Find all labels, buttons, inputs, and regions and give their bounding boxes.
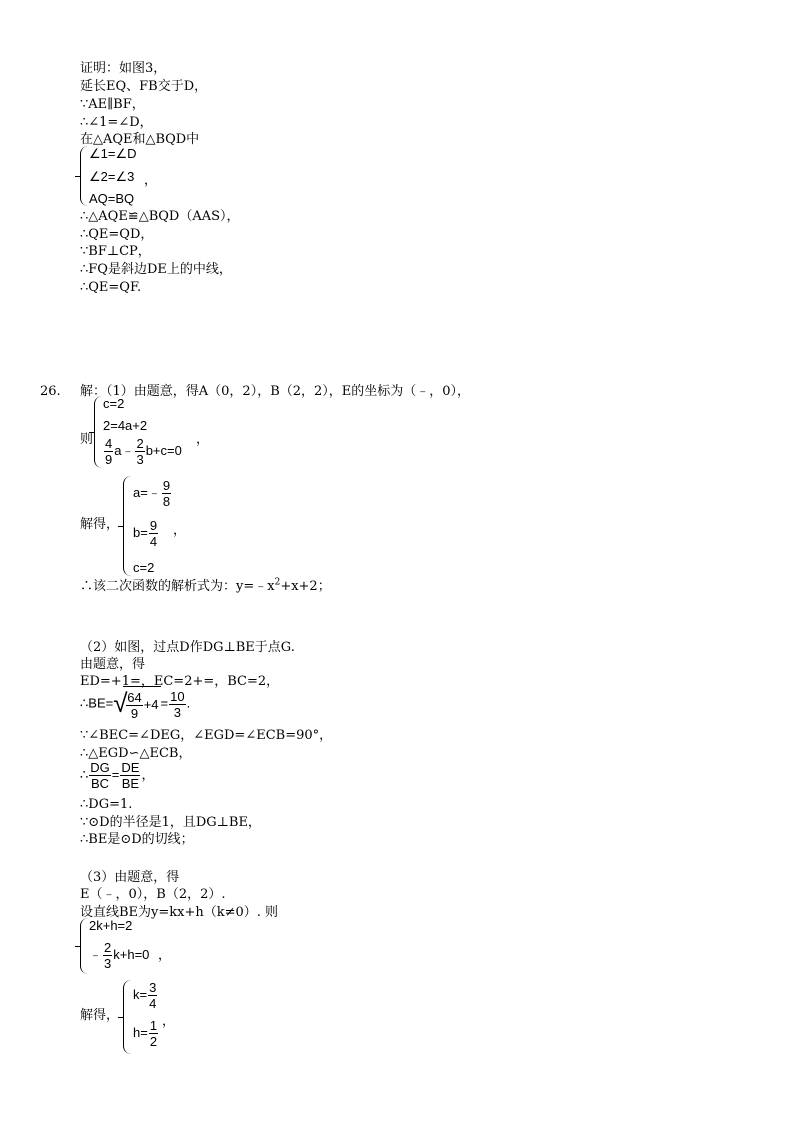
proof-line-4: ∴∠1=∠D， xyxy=(80,115,153,130)
sys2-c: c=2 xyxy=(133,560,155,575)
proof-concl-4: ∴FQ是斜边DE上的中线， xyxy=(80,262,232,277)
system-1 xyxy=(94,396,214,468)
fraction: $\frac{9}{8}$ xyxy=(162,478,171,509)
fraction: $\frac{9}{4}$ xyxy=(149,518,158,549)
sys2-tail: ， xyxy=(173,522,187,537)
system-eq-1: ∠1=∠D xyxy=(89,146,137,161)
part2-line-3: ED=+1=，EC=2+=，BC=2， xyxy=(80,674,280,689)
system-3 xyxy=(80,918,200,974)
proof-concl-5: ∴QE=QF. xyxy=(80,280,142,295)
part2-line-6: ∴△EGD∽△ECB， xyxy=(80,746,192,761)
brace xyxy=(80,918,89,974)
q26-then: 则 xyxy=(80,432,94,447)
part2-line-10: ∴BE是⊙D的切线； xyxy=(80,832,194,847)
part2-line-9: ∵⊙D的半径是1，且DG⊥BE， xyxy=(80,815,261,830)
proof-line-5: 在△AQE和△BQD中 xyxy=(80,132,200,147)
proof-line-3: ∵AE∥BF， xyxy=(80,97,145,112)
sys4-h: h= $\frac{1}{2}$ xyxy=(133,1018,158,1049)
system-tail: ， xyxy=(144,172,158,187)
sys2-a: a=﹣ $\frac{9}{8}$ xyxy=(133,478,171,509)
proof-line-2: 延长EQ、FB交于D， xyxy=(80,79,208,94)
proof-system xyxy=(80,146,200,206)
proof-line-1: 证明：如图3， xyxy=(80,61,167,76)
q26-intro: 解：（1）由题意，得A（0，2），B（2，2），E的坐标为（﹣，0）， xyxy=(80,384,471,399)
sys1-eq3: $\frac{4}{9}$ a﹣ $\frac{2}{3}$ b+c=0 xyxy=(105,436,182,467)
system-eq-2: ∠2=∠3 xyxy=(89,169,135,184)
system-eq-3: AQ=BQ xyxy=(89,191,135,206)
part2-line-8: ∴DG=1. xyxy=(80,797,133,812)
part3-line-1: （3）由题意，得 xyxy=(80,870,180,885)
part3-solved-label: 解得， xyxy=(80,1008,120,1023)
question-number: 26. xyxy=(40,384,61,399)
proof-concl-3: ∵BF⊥CP， xyxy=(80,244,151,259)
fraction: $\frac{1}{2}$ xyxy=(149,1018,158,1049)
proof-concl-1: ∴△AQE≌△BQD（AAS）， xyxy=(80,209,240,224)
part2-ratio: ∴ $\frac{DG}{BC}$ = $\frac{DE}{BE}$ ， xyxy=(80,760,155,792)
sys1-tail: ， xyxy=(196,431,210,446)
fraction: $\frac{DE}{BE}$ xyxy=(121,760,140,792)
brace xyxy=(123,476,132,576)
system-2 xyxy=(123,476,203,576)
part2-be-formula: ∴BE= √ $\frac{64}{9}$ +4 = $\frac{10}{3}$ . xyxy=(80,688,191,722)
part2-line-5: ∵∠BEC=∠DEG，∠EGD=∠ECB=90°， xyxy=(80,728,333,743)
sys4-k: k= $\frac{3}{4}$ xyxy=(133,980,157,1011)
system-4 xyxy=(123,980,203,1054)
sys1-eq1: c=2 xyxy=(103,396,125,411)
brace xyxy=(94,396,103,468)
part2-line-2: 由题意，得 xyxy=(80,657,146,672)
fraction: $\frac{DG}{BC}$ xyxy=(90,760,110,792)
fraction: $\frac{2}{3}$ xyxy=(136,436,144,467)
part2-line-1: （2）如图，过点D作DG⊥BE于点G. xyxy=(80,640,295,655)
fraction: $\frac{2}{3}$ xyxy=(104,940,112,971)
sys2-b: b= $\frac{9}{4}$ xyxy=(133,518,158,549)
sys1-eq2: 2=4a+2 xyxy=(103,418,148,433)
sys3-eq2: ﹣ $\frac{2}{3}$ k+h=0 xyxy=(89,940,150,971)
fraction: $\frac{3}{4}$ xyxy=(149,980,157,1011)
sys3-tail: ， xyxy=(158,947,172,962)
brace xyxy=(80,146,89,206)
square-root: √ $\frac{64}{9}$ +4 xyxy=(113,688,159,722)
part3-line-3: 设直线BE为y=kx+h（k≠0）. 则 xyxy=(80,905,279,920)
q26-solved-label: 解得， xyxy=(80,517,120,532)
fraction: $\frac{4}{9}$ xyxy=(105,436,113,467)
q26-result: ∴该二次函数的解析式为：$y=﹣x^2+x+2$； xyxy=(80,577,331,594)
brace xyxy=(123,980,132,1054)
proof-concl-2: ∴QE=QD， xyxy=(80,227,154,242)
part3-line-2: E（﹣，0），B（2，2）. xyxy=(80,887,226,902)
sys4-tail: ， xyxy=(162,1013,176,1028)
sys3-eq1: 2k+h=2 xyxy=(89,918,133,933)
fraction: $\frac{10}{3}$ xyxy=(170,688,185,720)
